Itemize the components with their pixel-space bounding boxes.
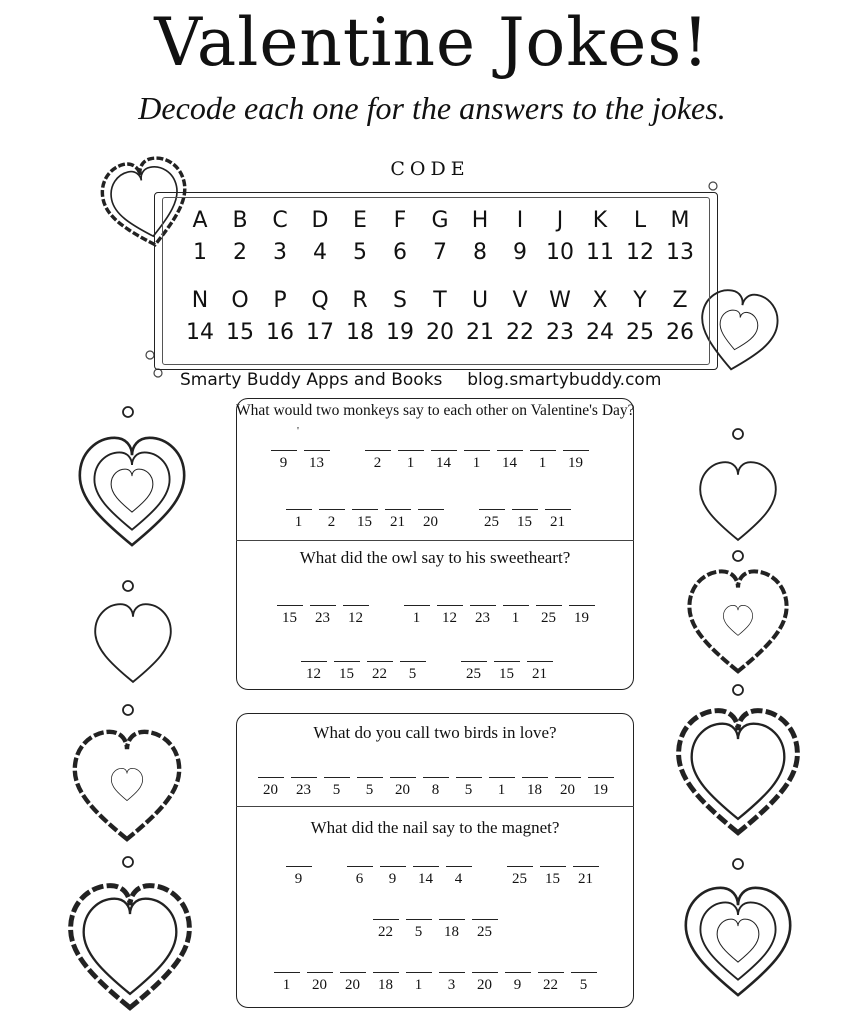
code-cell: 20 — [426, 320, 454, 345]
answer-blank[interactable]: 12 — [343, 605, 369, 627]
answer-line — [273, 605, 598, 627]
code-cell: 6 — [393, 240, 407, 265]
answer-blank[interactable]: 15 — [494, 661, 520, 683]
code-cell: E — [353, 208, 367, 233]
answer-blank[interactable]: 1 — [530, 450, 556, 472]
answer-blank[interactable]: 5 — [324, 777, 350, 799]
heart-icon — [700, 462, 776, 540]
joke-box-2 — [236, 713, 634, 1008]
answer-blank[interactable]: 18 — [522, 777, 548, 799]
answer-blank[interactable]: 20 — [472, 972, 498, 994]
code-cell: H — [471, 208, 489, 233]
heart-icon — [686, 888, 790, 995]
code-cell: 22 — [506, 320, 534, 345]
code-cell: 10 — [546, 240, 574, 265]
code-cell: 21 — [466, 320, 494, 345]
answer-blank[interactable]: 9 — [271, 450, 297, 472]
answer-blank[interactable]: 8 — [423, 777, 449, 799]
code-cell: 19 — [386, 320, 414, 345]
answer-blank[interactable]: 21 — [527, 661, 553, 683]
code-cell: P — [273, 288, 287, 313]
code-cell: I — [516, 208, 524, 233]
joke-question-3: What do you call two birds in love? — [313, 723, 557, 742]
code-cell: Y — [633, 288, 647, 313]
answer-blank[interactable]: 18 — [439, 919, 465, 941]
answer-blank[interactable]: 5 — [456, 777, 482, 799]
code-cell: 24 — [586, 320, 614, 345]
code-cell: M — [670, 208, 690, 233]
answer-blank[interactable]: 9 — [380, 866, 406, 888]
code-cell: 16 — [266, 320, 294, 345]
code-cell: A — [192, 208, 208, 233]
code-cell: D — [311, 208, 329, 233]
joke-divider — [236, 540, 634, 541]
answer-line — [282, 509, 574, 531]
answer-blank[interactable]: 19 — [569, 605, 595, 627]
answer-line — [267, 450, 592, 472]
answer-line — [369, 919, 501, 941]
page-subtitle: Decode each one for the answers to the jokes. — [138, 90, 726, 126]
answer-blank[interactable]: 20 — [307, 972, 333, 994]
answer-blank[interactable]: 23 — [310, 605, 336, 627]
code-cell: 15 — [226, 320, 254, 345]
code-row-2-letters — [180, 286, 700, 316]
answer-blank[interactable]: 12 — [437, 605, 463, 627]
heart-icon — [679, 711, 798, 833]
code-cell: 1 — [193, 240, 207, 265]
heart-icon — [75, 732, 179, 839]
code-cell: 5 — [353, 240, 367, 265]
circle-icon — [123, 857, 133, 867]
code-cell: W — [549, 288, 571, 313]
code-cell: K — [592, 208, 608, 233]
heart-icon — [95, 604, 171, 682]
code-row-1-letters — [180, 206, 700, 236]
code-cell: 2 — [233, 240, 247, 265]
answer-line — [282, 866, 602, 888]
code-cell: J — [556, 208, 564, 233]
code-cell: 9 — [513, 240, 527, 265]
website-link[interactable]: blog.smartybuddy.com — [467, 370, 662, 390]
answer-line — [270, 972, 600, 994]
answer-blank[interactable]: 1 — [286, 509, 312, 531]
answer-blank[interactable]: 15 — [540, 866, 566, 888]
code-cell: U — [471, 288, 489, 313]
joke-question-4: What did the nail say to the magnet? — [310, 818, 560, 837]
joke-question-1: What would two monkeys say to each other on Valentine's Day? — [236, 402, 635, 419]
circle-icon — [733, 859, 743, 869]
answer-blank[interactable]: 18 — [373, 972, 399, 994]
joke-question-2: What did the owl say to his sweetheart? — [299, 548, 571, 567]
answer-blank[interactable]: 20 — [340, 972, 366, 994]
answer-blank[interactable]: 20 — [418, 509, 444, 531]
code-row-1-numbers — [180, 238, 700, 268]
heart-icon — [689, 571, 786, 671]
answer-blank[interactable]: 13 — [304, 450, 330, 472]
answer-blank[interactable]: 15 — [352, 509, 378, 531]
answer-blank[interactable]: 1 — [503, 605, 529, 627]
joke-box-1 — [236, 398, 634, 690]
code-cell: 3 — [273, 240, 287, 265]
answer-blank[interactable]: 20 — [555, 777, 581, 799]
answer-blank[interactable]: 14 — [431, 450, 457, 472]
answer-blank[interactable]: 15 — [334, 661, 360, 683]
answer-blank[interactable]: 23 — [291, 777, 317, 799]
answer-blank[interactable]: 19 — [563, 450, 589, 472]
answer-blank[interactable]: 3 — [439, 972, 465, 994]
answer-blank[interactable]: 2 — [319, 509, 345, 531]
code-cell: 14 — [186, 320, 214, 345]
answer-blank[interactable]: 23 — [470, 605, 496, 627]
code-cell: N — [191, 288, 209, 313]
answer-blank[interactable]: 1 — [406, 972, 432, 994]
code-cell: 18 — [346, 320, 374, 345]
code-cell: X — [592, 288, 608, 313]
answer-blank[interactable]: 1 — [489, 777, 515, 799]
publisher-name: Smarty Buddy Apps and Books — [180, 370, 443, 390]
code-cell: 23 — [546, 320, 574, 345]
code-cell: 26 — [666, 320, 694, 345]
code-cell: Q — [311, 288, 329, 313]
joke-divider — [236, 806, 634, 807]
code-cell: C — [272, 208, 288, 233]
code-cell: B — [232, 208, 248, 233]
code-cell: 13 — [666, 240, 694, 265]
code-cell: 11 — [586, 240, 614, 265]
code-cell: G — [431, 208, 449, 233]
code-cell: 4 — [313, 240, 327, 265]
answer-blank[interactable]: 6 — [347, 866, 373, 888]
answer-blank[interactable]: 25 — [479, 509, 505, 531]
answer-blank[interactable]: 22 — [538, 972, 564, 994]
code-cell: R — [352, 288, 368, 313]
answer-blank[interactable]: 1 — [404, 605, 430, 627]
apostrophe-mark: ' — [297, 425, 299, 437]
code-cell: 25 — [626, 320, 654, 345]
code-cell: L — [633, 208, 647, 233]
answer-blank[interactable]: 25 — [472, 919, 498, 941]
code-cell: Z — [672, 288, 688, 313]
answer-blank[interactable]: 9 — [505, 972, 531, 994]
answer-blank[interactable]: 5 — [357, 777, 383, 799]
circle-icon — [733, 429, 743, 439]
answer-blank[interactable]: 1 — [464, 450, 490, 472]
code-row-2-numbers — [180, 318, 700, 348]
circle-icon — [733, 551, 743, 561]
code-cell: 12 — [626, 240, 654, 265]
answer-blank[interactable]: 5 — [571, 972, 597, 994]
answer-blank[interactable]: 25 — [461, 661, 487, 683]
answer-blank[interactable]: 9 — [286, 866, 312, 888]
answer-blank[interactable]: 14 — [413, 866, 439, 888]
code-cell: V — [512, 288, 528, 313]
circle-icon — [733, 685, 743, 695]
code-cell: F — [393, 208, 407, 233]
page-title: Valentine Jokes! — [154, 4, 710, 81]
answer-blank[interactable]: 21 — [385, 509, 411, 531]
answer-blank[interactable]: 25 — [507, 866, 533, 888]
code-cell: T — [433, 288, 447, 313]
heart-icon — [80, 438, 184, 545]
answer-blank[interactable]: 1 — [274, 972, 300, 994]
answer-blank[interactable]: 4 — [446, 866, 472, 888]
answer-blank[interactable]: 22 — [373, 919, 399, 941]
credit-line — [180, 370, 661, 390]
answer-blank[interactable]: 5 — [406, 919, 432, 941]
answer-blank[interactable]: 20 — [390, 777, 416, 799]
code-cell: 7 — [433, 240, 447, 265]
answer-blank[interactable]: 22 — [367, 661, 393, 683]
answer-line — [297, 661, 556, 683]
answer-blank[interactable]: 20 — [258, 777, 284, 799]
answer-blank[interactable]: 21 — [573, 866, 599, 888]
answer-blank[interactable]: 25 — [536, 605, 562, 627]
answer-blank[interactable]: 2 — [365, 450, 391, 472]
circle-icon — [123, 407, 133, 417]
answer-blank[interactable]: 1 — [398, 450, 424, 472]
answer-blank[interactable]: 21 — [545, 509, 571, 531]
circle-icon — [123, 581, 133, 591]
answer-blank[interactable]: 12 — [301, 661, 327, 683]
answer-blank[interactable]: 15 — [277, 605, 303, 627]
heart-icon — [71, 886, 190, 1008]
answer-blank[interactable]: 15 — [512, 509, 538, 531]
answer-line — [254, 777, 617, 799]
answer-blank[interactable]: 14 — [497, 450, 523, 472]
code-cell: O — [231, 288, 249, 313]
answer-blank[interactable]: 5 — [400, 661, 426, 683]
code-heading: CODE — [390, 158, 470, 180]
code-cell: 17 — [306, 320, 334, 345]
code-cell: S — [393, 288, 407, 313]
circle-icon — [123, 705, 133, 715]
answer-blank[interactable]: 19 — [588, 777, 614, 799]
code-cell: 8 — [473, 240, 487, 265]
